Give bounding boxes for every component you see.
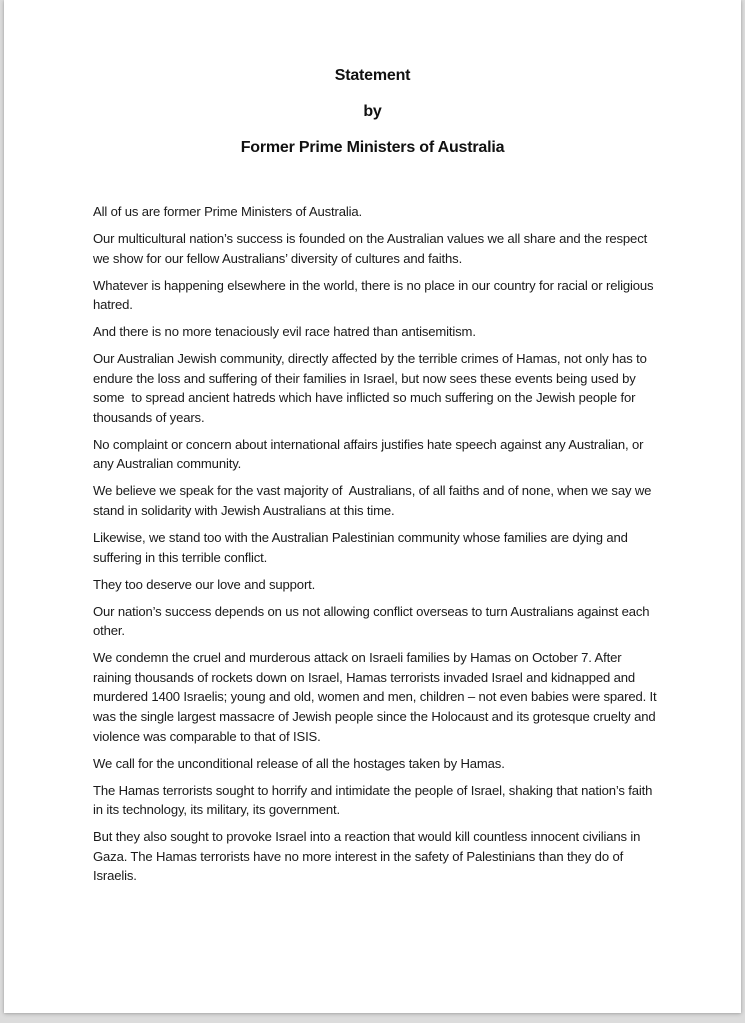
title-authors: Former Prime Ministers of Australia [240, 139, 505, 156]
paragraph-3: Whatever is happening elsewhere in the world, there is no place in our country for racial or religious hatred. [93, 277, 657, 313]
paragraph-4: And there is no more tenaciously evil race hatred than antisemitism. [93, 324, 476, 340]
paragraph-5: Our Australian Jewish community, directly affected by the terrible crimes of Hamas, not only has to endure the loss and suffering of their families in Israel, but now sees these events being used by some to spread ancient hatreds which have inflicted so much suffering on the Jewish people for thousands of years. [93, 351, 651, 425]
paragraph-13: The Hamas terrorists sought to horrify and intimidate the people of Israel, shaking that nation’s faith in its technology, its military, its government. [93, 782, 656, 818]
paragraph-8: Likewise, we stand too with the Australian Palestinian community whose families are dying and suffering in this terrible conflict. [93, 530, 632, 565]
paragraph-10: Our nation’s success depends on us not allowing conflict overseas to turn Australians against each other. [93, 603, 653, 639]
title-statement: Statement [334, 67, 411, 84]
paragraph-12: We call for the unconditional release of all the hostages taken by Hamas. [93, 755, 505, 771]
document-page [4, 0, 741, 1013]
paragraph-9: They too deserve our love and support. [93, 576, 316, 592]
paragraph-7: We believe we speak for the vast majority of Australians, of all faiths and of none, when we say we stand in solidarity with Jewish Australians at this time. [93, 483, 655, 519]
title-by: by [363, 103, 382, 120]
paragraph-6: No complaint or concern about international affairs justifies hate speech against any Australian, or any Australian community. [93, 436, 647, 472]
paragraph-2: Our multicultural nation’s success is founded on the Australian values we all share and the respect we show for our fellow Australians’ diversity of cultures and faiths. [93, 230, 651, 266]
paragraph-1: All of us are former Prime Ministers of Australia. [93, 204, 363, 219]
statement-body [93, 202, 661, 893]
paragraph-11: We condemn the cruel and murderous attack on Israeli families by Hamas on October 7. After raining thousands of rockets down on Israel, Hamas terrorists invaded Israel and kidnapped and murdered 1400 Israelis; young and old, women and men, children – not even babies were spared. It was the single largest massacre of Jewish people since the Holocaust and its grotesque cruelty and violence was comparable to that of ISIS. [93, 650, 661, 744]
paragraph-14: But they also sought to provoke Israel into a reaction that would kill countless innocent civilians in Gaza. The Hamas terrorists have no more interest in the safety of Palestinians than they do of Israelis. [93, 829, 644, 884]
